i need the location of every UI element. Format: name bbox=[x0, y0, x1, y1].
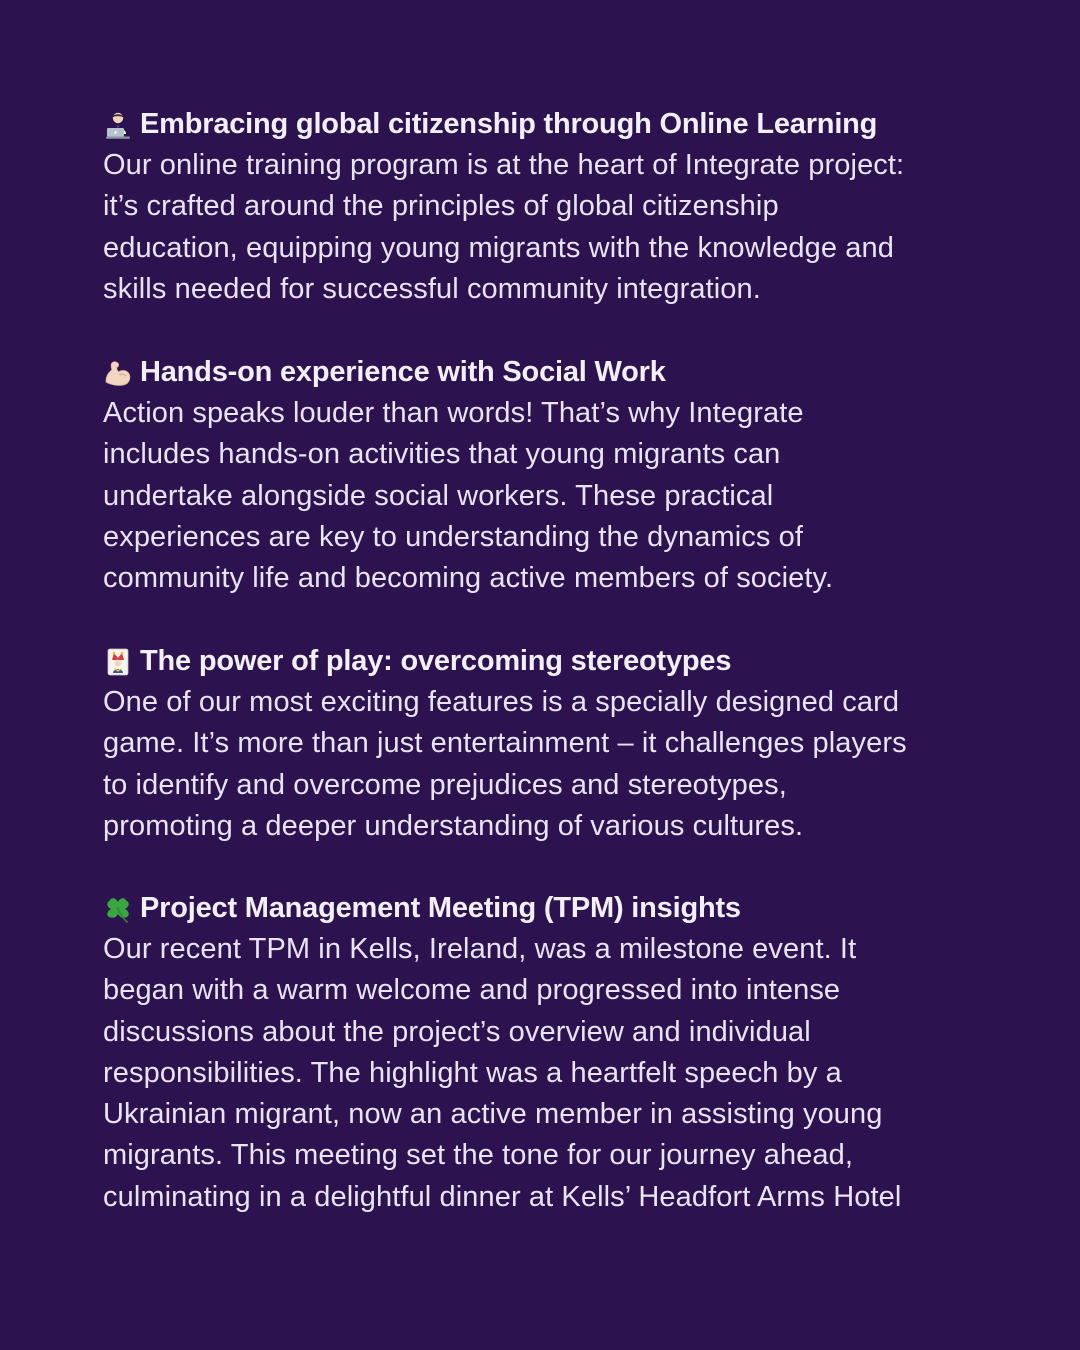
body-line: promoting a deeper understanding of various cultures. bbox=[103, 809, 804, 842]
body-line: undertake alongside social workers. These practical bbox=[103, 479, 774, 512]
heading-text: Project Management Meeting (TPM) insights bbox=[140, 892, 741, 924]
body-line: game. It’s more than just entertainment – it challenges players bbox=[103, 727, 907, 760]
body-line: discussions about the project’s overview and individual bbox=[103, 1015, 811, 1048]
body-line: includes hands-on activities that young migrants can bbox=[103, 438, 781, 471]
body-line: Ukrainian migrant, now an active member in assisting young bbox=[103, 1098, 883, 1131]
section-power-of-play bbox=[103, 641, 1003, 847]
section-heading bbox=[103, 352, 1003, 393]
body-line: Our recent TPM in Kells, Ireland, was a milestone event. It bbox=[103, 933, 857, 965]
body-line: it’s crafted around the principles of global citizenship bbox=[103, 190, 779, 223]
body-line: experiences are key to understanding the dynamics of bbox=[103, 520, 803, 553]
body-line: community life and becoming active members of society. bbox=[103, 562, 834, 595]
body-line: education, equipping young migrants with the knowledge and bbox=[103, 231, 894, 264]
body-line: One of our most exciting features is a specially designed card bbox=[103, 686, 900, 718]
flexed-biceps-icon bbox=[103, 358, 133, 388]
technologist-laptop-icon bbox=[103, 110, 133, 140]
body-line: to identify and overcome prejudices and stereotypes, bbox=[103, 768, 787, 801]
body-line: responsibilities. The highlight was a heartfelt speech by a bbox=[103, 1056, 842, 1089]
joker-card-icon bbox=[103, 647, 133, 677]
heading-text: Hands-on experience with Social Work bbox=[140, 356, 666, 388]
heading-text: Embracing global citizenship through Online Learning bbox=[140, 108, 878, 140]
section-social-work bbox=[103, 352, 1003, 599]
body-line: Our online training program is at the heart of Integrate project: bbox=[103, 149, 905, 181]
section-heading bbox=[103, 104, 1003, 145]
body-line: skills needed for successful community integration. bbox=[103, 272, 761, 305]
body-line: Action speaks louder than words! That’s why Integrate bbox=[103, 397, 804, 429]
section-tpm-insights bbox=[103, 888, 1003, 1218]
section-heading bbox=[103, 641, 1003, 682]
four-leaf-clover-icon bbox=[103, 894, 133, 924]
body-line: culminating in a delightful dinner at Kells’ Headfort Arms Hotel bbox=[103, 1180, 902, 1213]
heading-text: The power of play: overcoming stereotypes bbox=[140, 645, 732, 677]
body-line: migrants. This meeting set the tone for our journey ahead, bbox=[103, 1139, 854, 1172]
body-line: began with a warm welcome and progressed into intense bbox=[103, 974, 841, 1007]
section-heading bbox=[103, 888, 1003, 929]
section-online-learning bbox=[103, 104, 1003, 310]
